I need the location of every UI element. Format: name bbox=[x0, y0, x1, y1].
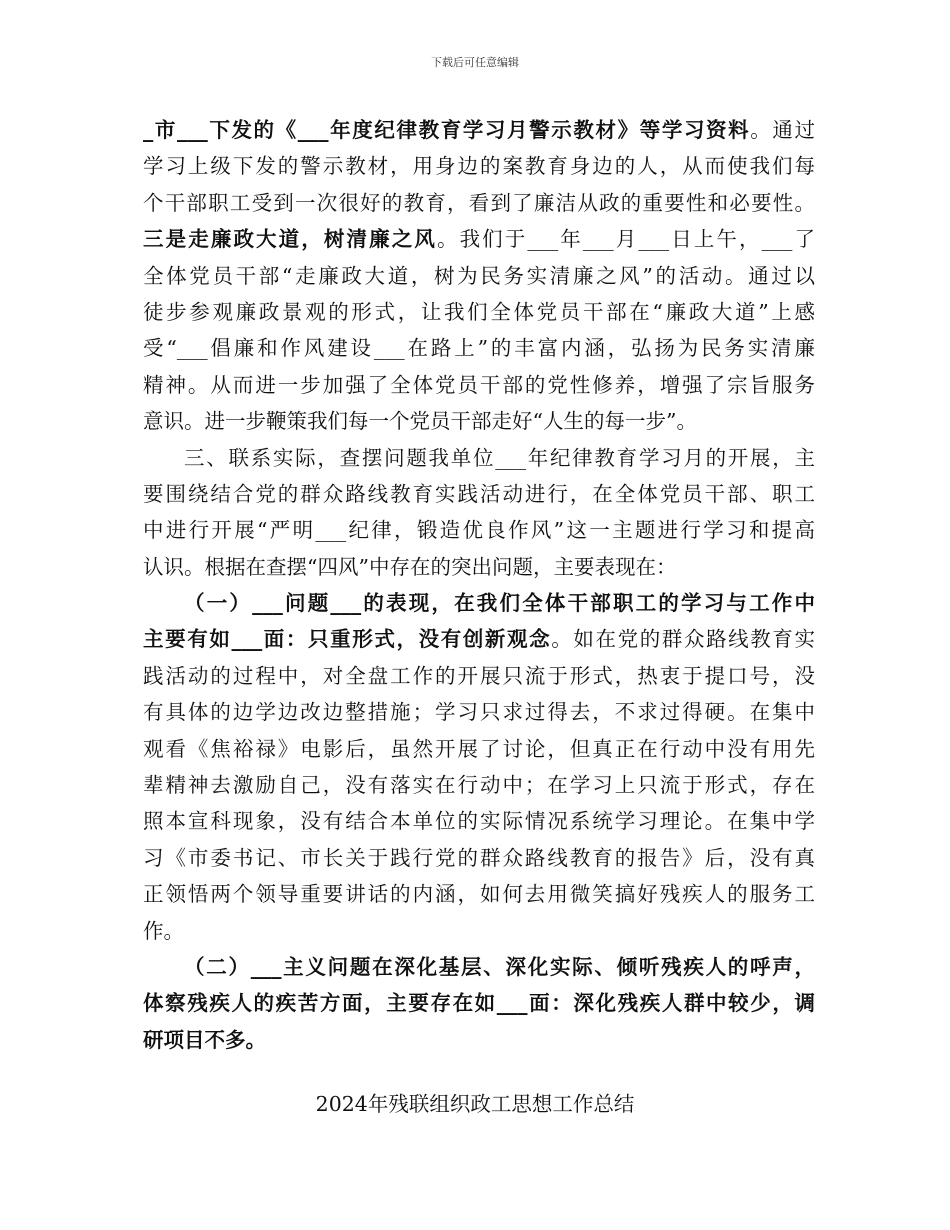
text-line bbox=[143, 803, 815, 839]
text-line bbox=[143, 403, 815, 439]
text-segment: 精神。从而进一步加强了全体党员干部的党性修养，增强了宗旨服务 bbox=[143, 372, 815, 397]
text-segment: 有具体的边学边改边整措施；学习只求过得去，不求过得硬。在集中 bbox=[143, 700, 815, 725]
text-line bbox=[143, 585, 815, 621]
text-line bbox=[143, 148, 815, 184]
text-line bbox=[143, 985, 815, 1021]
text-segment: 辈精神去激励自己，没有落实在行动中；在学习上只流于形式，存在 bbox=[143, 773, 815, 798]
text-segment: 个干部职工受到一次很好的教育，看到了廉洁从政的重要性和必要性。 bbox=[143, 190, 815, 215]
text-segment: 学习上级下发的警示教材，用身边的案教育身边的人，从而使我们每 bbox=[143, 154, 815, 179]
text-line bbox=[143, 294, 815, 330]
text-segment: 观看《焦裕禄》电影后，虽然开展了讨论，但真正在行动中没有用先 bbox=[143, 736, 815, 761]
text-line bbox=[143, 549, 815, 585]
text-segment: 践活动的过程中，对全盘工作的开展只流于形式，热衷于提口号，没 bbox=[143, 663, 815, 688]
document-body bbox=[143, 112, 815, 1058]
text-segment: 照本宣科现象，没有结合本单位的实际情况系统学习理论。在集中学 bbox=[143, 809, 815, 834]
text-segment: 全体党员干部“走廉政大道，树为民务实清廉之风”的活动。通过以 bbox=[143, 263, 815, 288]
text-segment: 。我们于___年___月___日上午，___了 bbox=[436, 227, 816, 252]
bold-text-segment: （一）___问题___的表现，在我们全体干部职工的学习与工作中 bbox=[184, 591, 815, 616]
text-segment: 意识。进一步鞭策我们每一个党员干部走好“人生的每一步”。 bbox=[143, 409, 697, 434]
text-line bbox=[143, 876, 815, 912]
bold-text-segment: （二）___主义问题在深化基层、深化实际、倾听残疾人的呼声， bbox=[184, 954, 815, 979]
text-line bbox=[143, 367, 815, 403]
text-line bbox=[143, 949, 815, 985]
text-line bbox=[143, 658, 815, 694]
text-segment: 作。 bbox=[143, 918, 184, 943]
text-segment: 。如在党的群众路线教育实 bbox=[551, 627, 816, 652]
text-line bbox=[143, 731, 815, 767]
text-line bbox=[143, 840, 815, 876]
text-line bbox=[143, 440, 815, 476]
text-line bbox=[143, 767, 815, 803]
page-header-watermark: 下载后可任意编辑 bbox=[431, 56, 519, 69]
bold-text-segment: 研项目不多。 bbox=[143, 1027, 266, 1052]
text-line bbox=[143, 112, 815, 148]
text-segment: 。通过 bbox=[750, 118, 816, 142]
text-segment: 中进行开展“严明___纪律，锻造优良作风”这一主题进行学习和提高 bbox=[143, 518, 815, 543]
text-line bbox=[143, 1022, 815, 1058]
bold-text-segment: 主要有如___面：只重形式，没有创新观念 bbox=[143, 627, 552, 652]
text-segment: 三、联系实际，查摆问题我单位___年纪律教育学习月的开展，主 bbox=[184, 445, 815, 470]
text-line bbox=[143, 476, 815, 512]
text-line bbox=[143, 185, 815, 221]
text-line bbox=[143, 621, 815, 657]
text-segment: 徒步参观廉政景观的形式，让我们全体党员干部在“廉政大道”上感 bbox=[143, 299, 815, 324]
text-line bbox=[143, 258, 815, 294]
text-line bbox=[143, 330, 815, 366]
text-segment: 要围绕结合党的群众路线教育实践活动进行，在全体党员干部、职工 bbox=[143, 481, 815, 506]
text-line bbox=[143, 913, 815, 949]
bold-text-segment: 体察残疾人的疾苦方面，主要存在如___面：深化残疾人群中较少，调 bbox=[143, 991, 815, 1016]
text-line bbox=[143, 512, 815, 548]
text-segment: 正领悟两个领导重要讲话的内涵，如何去用微笑搞好残疾人的服务工 bbox=[143, 882, 815, 907]
document-title: 2024年残联组织政工思想工作总结 bbox=[315, 1092, 635, 1116]
text-segment: 受“___倡廉和作风建设___在路上”的丰富内涵，弘扬为民务实清廉 bbox=[143, 336, 815, 361]
text-segment: 认识。根据在查摆“四风”中存在的突出问题，主要表现在： bbox=[143, 554, 677, 579]
text-line bbox=[143, 221, 815, 257]
text-line bbox=[143, 694, 815, 730]
bold-text-segment: 三是走廉政大道，树清廉之风 bbox=[143, 227, 437, 252]
bold-text-segment: _市___下发的《___年度纪律教育学习月警示教材》等学习资料 bbox=[143, 118, 751, 142]
text-segment: 习《市委书记、市长关于践行党的群众路线教育的报告》后，没有真 bbox=[143, 845, 815, 870]
